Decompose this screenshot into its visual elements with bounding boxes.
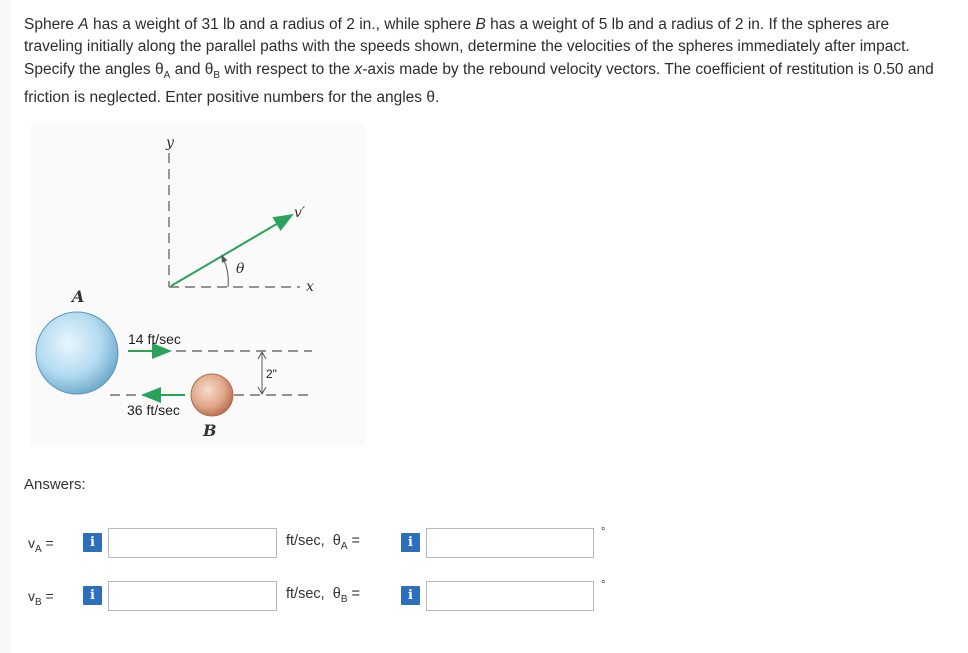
info-button-vb[interactable]: i (83, 586, 102, 605)
theta-b-input[interactable] (426, 581, 594, 611)
y-axis-label: y (166, 135, 174, 151)
unit-and-theta-b: ft/sec, $\theta_B$ = (286, 586, 360, 605)
theta-arc (223, 258, 228, 287)
va-input[interactable] (108, 528, 277, 558)
sphere-a-label: A (72, 287, 85, 306)
degree-symbol-a: ° (601, 526, 606, 538)
rebound-velocity-label: v′ (294, 205, 306, 221)
answer-row-a (0, 525, 968, 561)
x-axis-label: x (306, 279, 314, 295)
answer-row-b (0, 578, 968, 614)
info-button-va[interactable]: i (83, 533, 102, 552)
theta-label: θ (236, 261, 245, 277)
info-button-theta-b[interactable]: i (401, 586, 420, 605)
collision-figure (30, 125, 365, 445)
var-label-vb: $v_B$ = (28, 588, 54, 608)
sphere-b-label: B (203, 421, 217, 440)
unit-and-theta-a: ft/sec, $\theta_A$ = (286, 533, 360, 552)
theta-a-input[interactable] (426, 528, 594, 558)
figure-svg (30, 125, 365, 445)
problem-statement: Sphere A has a weight of 31 lb and a radius of 2 in., while sphere B has a weight of 5 lb and a radius of 2 in. If the spheres are traveling initially along the parallel paths with the speeds shown, determine the velocities of the spheres immediately after impact. Specify the angles $\theta_A$ and $\theta_B$ with respect to the x-axis made by the rebound velocity vectors. The coefficient of restitution is 0.50 and friction is neglected. Enter positive numbers for the angles θ. (24, 16, 934, 106)
var-label-va: $v_A$ = (28, 535, 54, 555)
velocity-a-label: 14 ft/sec (128, 331, 181, 347)
answers-heading: Answers: (24, 476, 86, 493)
sphere-b (191, 374, 233, 416)
velocity-b-label: 36 ft/sec (127, 402, 180, 418)
sphere-a (36, 312, 118, 394)
vb-input[interactable] (108, 581, 277, 611)
degree-symbol-b: ° (601, 579, 606, 591)
info-button-theta-a[interactable]: i (401, 533, 420, 552)
rebound-velocity-arrow (171, 215, 292, 286)
offset-label: 2" (266, 367, 277, 381)
